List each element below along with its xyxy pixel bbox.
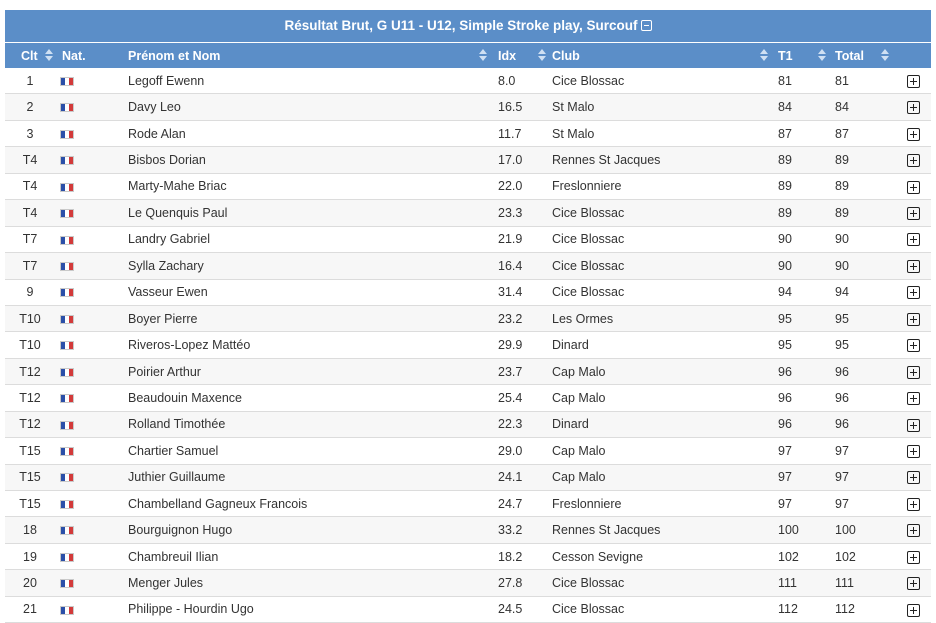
expand-plus-icon[interactable] (907, 313, 920, 326)
player-name-cell: Juthier Guillaume (128, 464, 494, 490)
nationality-cell (55, 305, 128, 331)
total-score-cell: 89 (831, 200, 895, 226)
round1-score-cell: 97 (774, 491, 831, 517)
player-name-cell: Menger Jules (128, 570, 494, 596)
table-row[interactable] (5, 173, 931, 199)
table-row[interactable] (5, 147, 931, 173)
rank-cell: 1 (5, 68, 55, 94)
expand-plus-icon[interactable] (907, 128, 920, 141)
index-cell: 18.2 (494, 543, 552, 569)
total-score-cell: 95 (831, 332, 895, 358)
total-score-cell: 89 (831, 147, 895, 173)
table-row[interactable] (5, 596, 931, 622)
expand-plus-icon[interactable] (907, 445, 920, 458)
player-name-cell: Landry Gabriel (128, 226, 494, 252)
expand-cell (895, 94, 931, 120)
index-cell: 16.5 (494, 94, 552, 120)
round1-score-cell: 97 (774, 438, 831, 464)
rank-cell: 19 (5, 543, 55, 569)
total-score-cell: 97 (831, 464, 895, 490)
sort-icon[interactable] (760, 48, 768, 62)
france-flag-icon (60, 77, 74, 86)
player-name-cell: Davy Leo (128, 94, 494, 120)
player-name-cell: Rolland Timothée (128, 411, 494, 437)
france-flag-icon (60, 394, 74, 403)
total-score-cell: 87 (831, 120, 895, 146)
round1-score-cell: 95 (774, 332, 831, 358)
table-row[interactable] (5, 491, 931, 517)
france-flag-icon (60, 526, 74, 535)
player-name-cell: Bourguignon Hugo (128, 517, 494, 543)
round1-score-cell: 96 (774, 358, 831, 384)
rank-cell: T4 (5, 173, 55, 199)
france-flag-icon (60, 288, 74, 297)
player-name-cell: Rode Alan (128, 120, 494, 146)
table-row[interactable] (5, 200, 931, 226)
france-flag-icon (60, 130, 74, 139)
total-score-cell: 81 (831, 68, 895, 94)
rank-cell: 18 (5, 517, 55, 543)
total-score-cell: 95 (831, 305, 895, 331)
expand-plus-icon[interactable] (907, 392, 920, 405)
index-cell: 31.4 (494, 279, 552, 305)
sort-icon[interactable] (881, 48, 889, 62)
table-row[interactable] (5, 464, 931, 490)
nationality-cell (55, 120, 128, 146)
index-cell: 24.1 (494, 464, 552, 490)
table-row[interactable] (5, 120, 931, 146)
nationality-cell (55, 543, 128, 569)
expand-cell (895, 517, 931, 543)
expand-cell (895, 358, 931, 384)
round1-score-cell: 89 (774, 173, 831, 199)
club-cell: Cap Malo (552, 358, 774, 384)
france-flag-icon (60, 262, 74, 271)
expand-plus-icon[interactable] (907, 75, 920, 88)
nationality-cell (55, 438, 128, 464)
round1-score-cell: 111 (774, 570, 831, 596)
france-flag-icon (60, 315, 74, 324)
rank-cell: T12 (5, 358, 55, 384)
index-cell: 25.4 (494, 385, 552, 411)
total-score-cell: 96 (831, 411, 895, 437)
round1-score-cell: 89 (774, 147, 831, 173)
club-cell: St Malo (552, 94, 774, 120)
index-cell: 24.7 (494, 491, 552, 517)
results-rows (5, 68, 931, 623)
index-cell: 29.0 (494, 438, 552, 464)
player-name-cell: Marty-Mahe Briac (128, 173, 494, 199)
total-score-cell: 90 (831, 253, 895, 279)
column-header-clt[interactable]: Clt (5, 43, 55, 68)
expand-cell (895, 411, 931, 437)
nationality-cell (55, 491, 128, 517)
club-cell: Freslonniere (552, 491, 774, 517)
france-flag-icon (60, 368, 74, 377)
table-row[interactable] (5, 253, 931, 279)
club-cell: Dinard (552, 332, 774, 358)
rank-cell: 3 (5, 120, 55, 146)
table-row[interactable] (5, 517, 931, 543)
column-header-club[interactable]: Club (552, 43, 774, 68)
index-cell: 22.3 (494, 411, 552, 437)
table-header-row (5, 43, 931, 68)
column-header-name[interactable]: Prénom et Nom (128, 43, 494, 68)
expand-cell (895, 305, 931, 331)
table-row[interactable] (5, 358, 931, 384)
club-cell: Freslonniere (552, 173, 774, 199)
total-score-cell: 94 (831, 279, 895, 305)
player-name-cell: Boyer Pierre (128, 305, 494, 331)
total-score-cell: 102 (831, 543, 895, 569)
index-cell: 11.7 (494, 120, 552, 146)
expand-cell (895, 226, 931, 252)
expand-cell (895, 120, 931, 146)
table-row[interactable] (5, 570, 931, 596)
expand-plus-icon[interactable] (907, 339, 920, 352)
total-score-cell: 112 (831, 596, 895, 622)
round1-score-cell: 96 (774, 411, 831, 437)
sort-icon[interactable] (538, 48, 546, 62)
expand-plus-icon[interactable] (907, 498, 920, 511)
round1-score-cell: 97 (774, 464, 831, 490)
expand-cell (895, 543, 931, 569)
rank-cell: T15 (5, 438, 55, 464)
expand-cell (895, 147, 931, 173)
index-cell: 17.0 (494, 147, 552, 173)
column-header-actions (895, 43, 931, 68)
rank-cell: 20 (5, 570, 55, 596)
table-row[interactable] (5, 332, 931, 358)
expand-plus-icon[interactable] (907, 524, 920, 537)
index-cell: 23.2 (494, 305, 552, 331)
player-name-cell: Vasseur Ewen (128, 279, 494, 305)
column-header-nat: Nat. (55, 43, 128, 68)
player-name-cell: Legoff Ewenn (128, 68, 494, 94)
index-cell: 16.4 (494, 253, 552, 279)
total-score-cell: 96 (831, 358, 895, 384)
expand-plus-icon[interactable] (907, 419, 920, 432)
expand-cell (895, 438, 931, 464)
nationality-cell (55, 200, 128, 226)
column-header-total[interactable]: Total (831, 43, 895, 68)
round1-score-cell: 90 (774, 253, 831, 279)
club-cell: Cice Blossac (552, 279, 774, 305)
club-cell: Les Ormes (552, 305, 774, 331)
expand-cell (895, 253, 931, 279)
france-flag-icon (60, 606, 74, 615)
club-cell: Dinard (552, 411, 774, 437)
table-row[interactable] (5, 94, 931, 120)
results-table (5, 43, 931, 623)
club-cell: Cice Blossac (552, 253, 774, 279)
round1-score-cell: 89 (774, 200, 831, 226)
rank-cell: 21 (5, 596, 55, 622)
club-cell: Cap Malo (552, 438, 774, 464)
round1-score-cell: 112 (774, 596, 831, 622)
nationality-cell (55, 279, 128, 305)
total-score-cell: 84 (831, 94, 895, 120)
rank-cell: T7 (5, 253, 55, 279)
nationality-cell (55, 94, 128, 120)
nationality-cell (55, 596, 128, 622)
france-flag-icon (60, 209, 74, 218)
sort-icon[interactable] (818, 48, 826, 62)
total-score-cell: 90 (831, 226, 895, 252)
nationality-cell (55, 226, 128, 252)
france-flag-icon (60, 103, 74, 112)
rank-cell: 2 (5, 94, 55, 120)
player-name-cell: Bisbos Dorian (128, 147, 494, 173)
index-cell: 22.0 (494, 173, 552, 199)
table-row[interactable] (5, 279, 931, 305)
rank-cell: T15 (5, 491, 55, 517)
expand-cell (895, 385, 931, 411)
france-flag-icon (60, 553, 74, 562)
player-name-cell: Chartier Samuel (128, 438, 494, 464)
rank-cell: T7 (5, 226, 55, 252)
rank-cell: T10 (5, 305, 55, 331)
expand-plus-icon[interactable] (907, 551, 920, 564)
expand-plus-icon[interactable] (907, 286, 920, 299)
total-score-cell: 97 (831, 491, 895, 517)
player-name-cell: Philippe - Hourdin Ugo (128, 596, 494, 622)
expand-cell (895, 332, 931, 358)
index-cell: 24.5 (494, 596, 552, 622)
rank-cell: T10 (5, 332, 55, 358)
france-flag-icon (60, 447, 74, 456)
expand-cell (895, 173, 931, 199)
expand-cell (895, 491, 931, 517)
france-flag-icon (60, 473, 74, 482)
total-score-cell: 89 (831, 173, 895, 199)
nationality-cell (55, 385, 128, 411)
expand-cell (895, 279, 931, 305)
player-name-cell: Poirier Arthur (128, 358, 494, 384)
round1-score-cell: 96 (774, 385, 831, 411)
player-name-cell: Beaudouin Maxence (128, 385, 494, 411)
expand-plus-icon[interactable] (907, 154, 920, 167)
results-title: Résultat Brut, G U11 - U12, Simple Stroke play, Surcouf (284, 18, 638, 33)
column-header-idx[interactable]: Idx (494, 43, 552, 68)
rank-cell: T15 (5, 464, 55, 490)
table-row[interactable] (5, 411, 931, 437)
expand-plus-icon[interactable] (907, 233, 920, 246)
table-row[interactable] (5, 68, 931, 94)
expand-cell (895, 200, 931, 226)
club-cell: Cice Blossac (552, 596, 774, 622)
index-cell: 29.9 (494, 332, 552, 358)
nationality-cell (55, 358, 128, 384)
club-cell: Cice Blossac (552, 570, 774, 596)
expand-cell (895, 464, 931, 490)
expand-plus-icon[interactable] (907, 101, 920, 114)
index-cell: 23.3 (494, 200, 552, 226)
france-flag-icon (60, 341, 74, 350)
index-cell: 33.2 (494, 517, 552, 543)
expand-plus-icon[interactable] (907, 604, 920, 617)
total-score-cell: 100 (831, 517, 895, 543)
rank-cell: T12 (5, 385, 55, 411)
expand-plus-icon[interactable] (907, 207, 920, 220)
results-panel (5, 10, 931, 623)
index-cell: 21.9 (494, 226, 552, 252)
round1-score-cell: 94 (774, 279, 831, 305)
france-flag-icon (60, 156, 74, 165)
table-row[interactable] (5, 226, 931, 252)
total-score-cell: 111 (831, 570, 895, 596)
nationality-cell (55, 464, 128, 490)
index-cell: 27.8 (494, 570, 552, 596)
round1-score-cell: 84 (774, 94, 831, 120)
france-flag-icon (60, 421, 74, 430)
club-cell: Rennes St Jacques (552, 147, 774, 173)
club-cell: Cice Blossac (552, 68, 774, 94)
rank-cell: T4 (5, 200, 55, 226)
france-flag-icon (60, 500, 74, 509)
france-flag-icon (60, 236, 74, 245)
rank-cell: 9 (5, 279, 55, 305)
expand-plus-icon[interactable] (907, 181, 920, 194)
table-row[interactable] (5, 543, 931, 569)
nationality-cell (55, 253, 128, 279)
player-name-cell: Chambreuil Ilian (128, 543, 494, 569)
round1-score-cell: 87 (774, 120, 831, 146)
france-flag-icon (60, 183, 74, 192)
total-score-cell: 97 (831, 438, 895, 464)
club-cell: Cice Blossac (552, 226, 774, 252)
round1-score-cell: 100 (774, 517, 831, 543)
expand-plus-icon[interactable] (907, 260, 920, 273)
player-name-cell: Le Quenquis Paul (128, 200, 494, 226)
player-name-cell: Riveros-Lopez Mattéo (128, 332, 494, 358)
nationality-cell (55, 173, 128, 199)
club-cell: Cesson Sevigne (552, 543, 774, 569)
column-header-t1[interactable]: T1 (774, 43, 831, 68)
expand-plus-icon[interactable] (907, 366, 920, 379)
nationality-cell (55, 411, 128, 437)
rank-cell: T12 (5, 411, 55, 437)
table-row[interactable] (5, 438, 931, 464)
player-name-cell: Chambelland Gagneux Francois (128, 491, 494, 517)
table-row[interactable] (5, 305, 931, 331)
rank-cell: T4 (5, 147, 55, 173)
nationality-cell (55, 517, 128, 543)
club-cell: Cap Malo (552, 385, 774, 411)
round1-score-cell: 90 (774, 226, 831, 252)
total-score-cell: 96 (831, 385, 895, 411)
round1-score-cell: 81 (774, 68, 831, 94)
club-cell: St Malo (552, 120, 774, 146)
player-name-cell: Sylla Zachary (128, 253, 494, 279)
round1-score-cell: 95 (774, 305, 831, 331)
index-cell: 8.0 (494, 68, 552, 94)
expand-plus-icon[interactable] (907, 471, 920, 484)
expand-cell (895, 596, 931, 622)
index-cell: 23.7 (494, 358, 552, 384)
sort-icon[interactable] (479, 48, 487, 62)
expand-cell (895, 68, 931, 94)
results-title-bar[interactable] (5, 10, 931, 43)
club-cell: Cice Blossac (552, 200, 774, 226)
sort-icon[interactable] (45, 48, 53, 62)
nationality-cell (55, 570, 128, 596)
nationality-cell (55, 68, 128, 94)
france-flag-icon (60, 579, 74, 588)
club-cell: Cap Malo (552, 464, 774, 490)
expand-cell (895, 570, 931, 596)
round1-score-cell: 102 (774, 543, 831, 569)
expand-plus-icon[interactable] (907, 577, 920, 590)
nationality-cell (55, 332, 128, 358)
table-row[interactable] (5, 385, 931, 411)
collapse-icon[interactable] (641, 20, 652, 31)
club-cell: Rennes St Jacques (552, 517, 774, 543)
nationality-cell (55, 147, 128, 173)
